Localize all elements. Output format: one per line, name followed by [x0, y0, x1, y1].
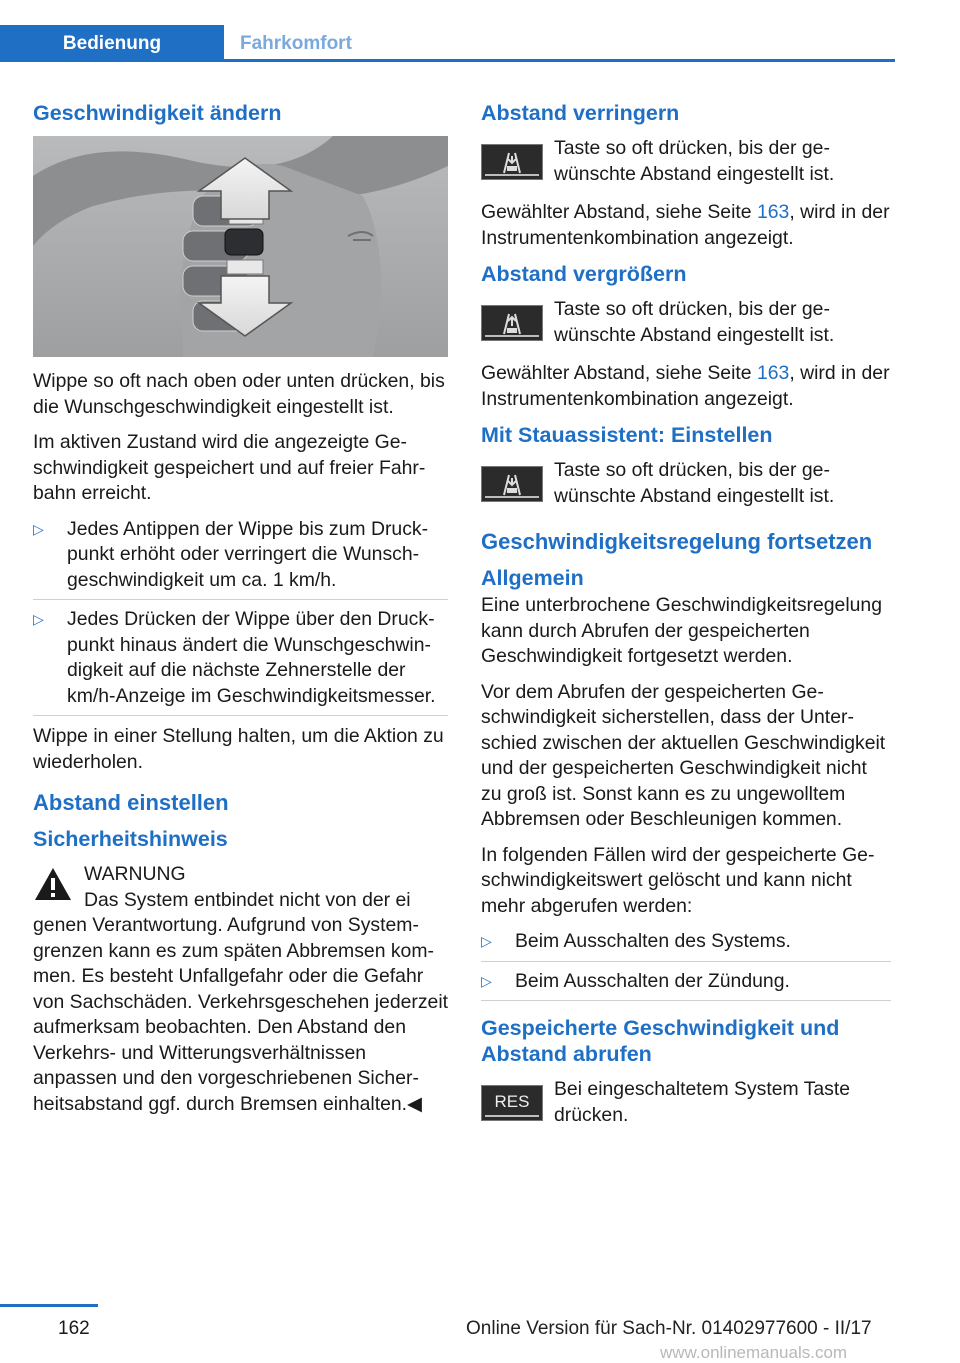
speed-bullet-list	[33, 517, 448, 717]
res-label: RES	[494, 1092, 530, 1111]
page-link-163[interactable]: 163	[756, 362, 790, 384]
heading-continue-cruise-control: Geschwindigkeitsregelung fortsetzen	[481, 529, 873, 554]
heading-recall-speed-distance: Gespeicherte Geschwindigkeit und Abstand abrufen	[481, 1016, 840, 1066]
res-button-icon	[481, 1085, 543, 1121]
heading-safety-note: Sicherheitshinweis	[33, 827, 228, 851]
paragraph-general-3: In folgenden Fällen wird der gespeicherte Geschwindigkeitswert gelöscht und kann nicht mehr abgerufen werden:	[481, 843, 875, 917]
distance-decrease-button-icon	[481, 144, 543, 180]
warning-block	[33, 862, 448, 1117]
list-item: ▷ Beim Ausschalten des Systems.	[481, 929, 891, 962]
res-instruction: Bei eingeschaltetem System Taste drücken.	[554, 1078, 851, 1126]
heading-distance-setting: Abstand einstellen	[33, 790, 229, 815]
page-link-163[interactable]: 163	[756, 201, 790, 223]
warning-title: WARNUNG	[84, 863, 186, 885]
triangle-bullet-icon: ▷	[481, 933, 492, 949]
paragraph-hold: Wippe in einer Stellung halten, um die Aktion zu wiederholen.	[33, 725, 444, 773]
heading-speed-change: Geschwindigkeit ändern	[33, 101, 282, 125]
tab-fahrkomfort[interactable]: Fahrkomfort	[240, 33, 352, 54]
header-rule	[0, 59, 895, 62]
increase-distance-row	[481, 297, 891, 349]
triangle-bullet-icon: ▷	[33, 520, 44, 537]
paragraph-selected-distance-2: Gewählter Abstand, siehe Seite 163, wird in der Instrumentenkombination angezeigt.	[481, 362, 890, 410]
triangle-bullet-icon: ▷	[33, 611, 44, 627]
warning-triangle-icon	[33, 866, 73, 902]
res-row	[481, 1077, 891, 1129]
steering-wheel-rocker-photo	[33, 136, 448, 357]
watermark: www.onlinemanuals.com	[660, 1343, 848, 1362]
decrease-instruction: Taste so oft drücken, bis der gewünschte Abstand eingestellt ist.	[554, 137, 835, 185]
heading-traffic-jam-assistant: Mit Stauassistent: Einstellen	[481, 423, 773, 447]
tab-bedienung[interactable]: Bedienung	[0, 25, 224, 62]
heading-decrease-distance: Abstand verringern	[481, 101, 680, 125]
steering-wheel-illustration	[33, 136, 448, 357]
distance-button-icon	[481, 466, 543, 502]
stau-distance-row	[481, 458, 891, 510]
warning-text-rest: genen Verantwortung. Aufgrund von Systemgrenzen kann es zum späten Abbremsen kommen. Es besteht Unfallgefahr oder die Gefahr von Sachschäden. Verkehrsgeschehen jederzeit aufmerksam beobachten. Den Abstand den Verkehrs- und Witterungsverhältnissen anpassen und den vorgeschriebenen Sicherheitsabstand ggf. durch Bremsen einhalten.◀	[33, 914, 449, 1115]
page-number: 162	[58, 1318, 90, 1339]
distance-increase-button-icon	[481, 305, 543, 341]
deletion-bullet-list	[481, 929, 891, 1001]
heading-general: Allgemein	[481, 566, 584, 590]
chapter-tabs	[0, 25, 895, 62]
list-item: ▷ Jedes Drücken der Wippe über den Druckpunkt hinaus ändert die Wunschgeschwindigkeit auf die nächste Zehnerstelle der km/h-Anzeige im Geschwindigkeitsmesser.	[33, 607, 448, 716]
stau-instruction: Taste so oft drücken, bis der gewünschte Abstand eingestellt ist.	[554, 459, 835, 507]
list-item: ▷ Beim Ausschalten der Zündung.	[481, 969, 891, 1002]
heading-increase-distance: Abstand vergrößern	[481, 262, 687, 286]
triangle-bullet-icon: ▷	[481, 972, 492, 989]
page-number-rule	[0, 1304, 98, 1307]
paragraph-general-1: Eine unterbrochene Geschwindigkeitsregelung kann durch Abrufen der gespeicherten Geschwindigkeit fortgesetzt werden.	[481, 594, 882, 667]
online-version-footer: Online Version für Sach-Nr. 01402977600 - II/17	[466, 1318, 872, 1339]
paragraph-general-2: Vor dem Abrufen der gespeicherten Geschwindigkeit sicherstellen, dass der Unterschied zwischen der aktuellen Geschwindigkeit und der gespeicherten Geschwindigkeit nicht zu groß ist. Sonst kann es zu ungewolltem Abbremsen oder Beschleunigen kommen.	[481, 680, 886, 830]
paragraph-rocker: Wippe so oft nach oben oder unten drücken, bis die Wunschgeschwindigkeit eingestellt ist.	[33, 370, 445, 418]
increase-instruction: Taste so oft drücken, bis der gewünschte Abstand eingestellt ist.	[554, 298, 835, 346]
paragraph-active-state: Im aktiven Zustand wird die angezeigte Geschwindigkeit gespeichert und auf freier Fahrbahn erreicht.	[33, 431, 426, 504]
list-item: ▷ Jedes Antippen der Wippe bis zum Druckpunkt erhöht oder verringert die Wunschgeschwindigkeit um ca. 1 km/h.	[33, 517, 448, 601]
left-column	[33, 100, 448, 1127]
right-column	[481, 100, 891, 1141]
paragraph-selected-distance: Gewählter Abstand, siehe Seite 163, wird in der Instrumentenkombination angezeigt.	[481, 201, 890, 249]
decrease-distance-row	[481, 136, 891, 188]
warning-text-first: Das System entbindet nicht von der ei	[84, 888, 411, 911]
